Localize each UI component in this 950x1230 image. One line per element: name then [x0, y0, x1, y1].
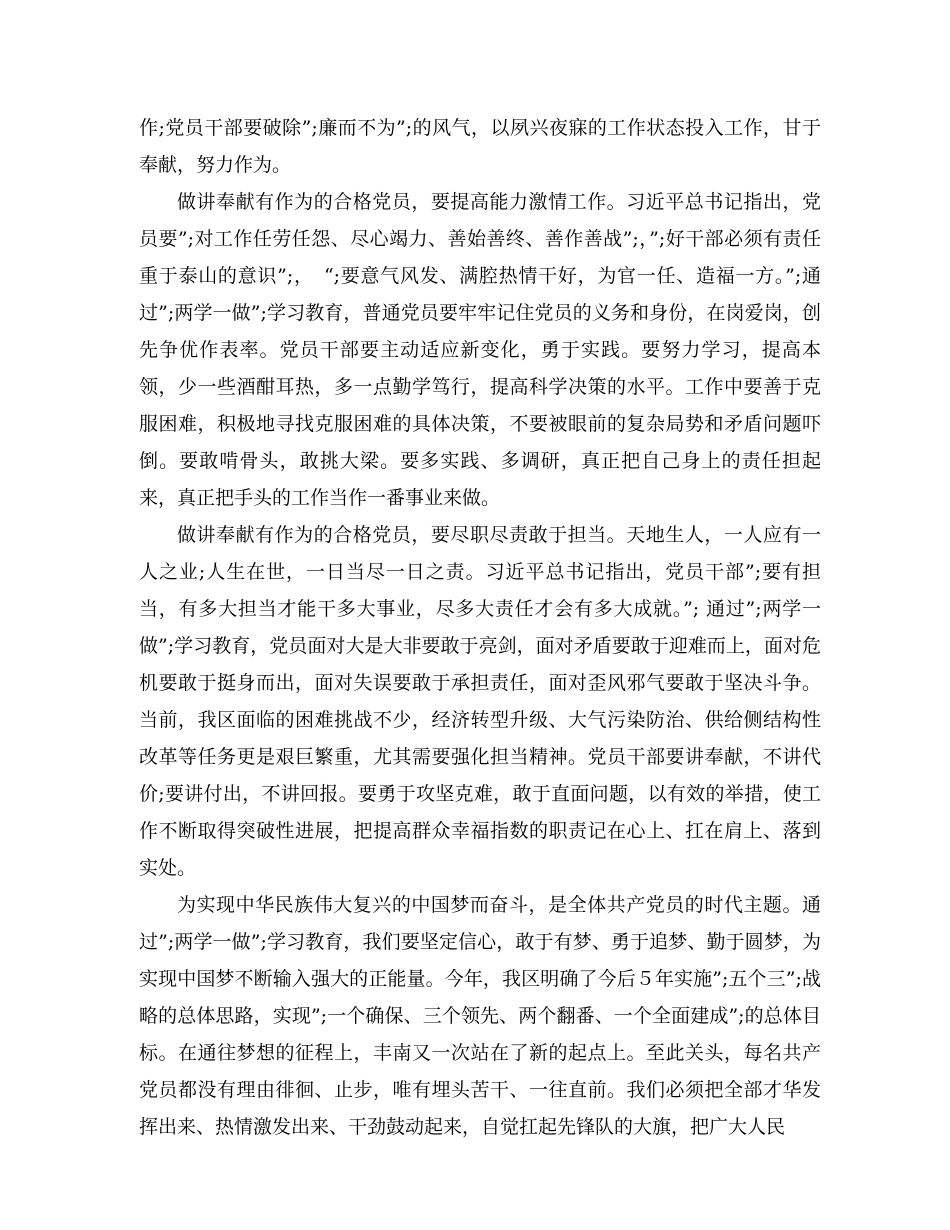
paragraph-2: 做讲奉献有作为的合格党员，要提高能力激情工作。习近平总书记指出，党员要”;对工作任劳任怨、尽心竭力、善始善终、善作善战”;，”;好干部必须有责任重于泰山的意识”;， “;要意气风发、满腔热情干好，为官一任、造福一方。”;通过”;两学一做”;学习教育，普通党员要牢牢记住党员的义务和身份，在岗爱岗，创先争优作表率。党员干部要主动适应新变化，勇于实践。要努力学习，提高本领，少一些酒酣耳热，多一点勤学笃行，提高科学决策的水平。工作中要善于克服困难，积极地寻找克服困难的具体决策，不要被眼前的复杂局势和矛盾问题吓倒。要敢啃骨头，敢挑大梁。要多实践、多调研，真正把自己身上的责任担起来，真正把手头的工作当作一番事业来做。	[139, 191, 821, 509]
paragraph-1: 作;党员干部要破除”;廉而不为”;的风气，以夙兴夜寐的工作状态投入工作，甘于奉献，努力作为。	[139, 117, 821, 176]
document-body	[139, 110, 821, 1146]
paragraph-3: 做讲奉献有作为的合格党员，要尽职尽责敢于担当。天地生人，一人应有一人之业;人生在世，一日当尽一日之责。习近平总书记指出，党员干部”;要有担当，有多大担当才能干多大事业，尽多大责任才会有多大成就。”; 通过”;两学一做”;学习教育，党员面对大是大非要敢于亮剑，面对矛盾要敢于迎难而上，面对危机要敢于挺身而出，面对失误要敢于承担责任，面对歪风邪气要敢于坚决斗争。当前，我区面临的困难挑战不少，经济转型升级、大气污染防治、供给侧结构性改革等任务更是艰巨繁重，尤其需要强化担当精神。党员干部要讲奉献，不讲代价;要讲付出，不讲回报。要勇于攻坚克难，敢于直面问题，以有效的举措，使工作不断取得突破性进展，把提高群众幸福指数的职责记在心上、扛在肩上、落到实处。	[139, 524, 821, 879]
paragraph-4: 为实现中华民族伟大复兴的中国梦而奋斗，是全体共产党员的时代主题。通过”;两学一做”;学习教育，我们要坚定信心，敢于有梦、勇于追梦、勤于圆梦，为实现中国梦不断输入强大的正能量。今年，我区明确了今后５年实施”;五个三”;战略的总体思路，实现”;一个确保、三个领先、两个翻番、一个全面建成”;的总体目标。在通往梦想的征程上，丰南又一次站在了新的起点上。至此关头，每名共产党员都没有理由徘徊、止步，唯有埋头苦干、一往直前。我们必须把全部才华发挥出来、热情激发出来、干劲鼓动起来，自觉扛起先锋队的大旗，把广大人民	[139, 894, 821, 1138]
